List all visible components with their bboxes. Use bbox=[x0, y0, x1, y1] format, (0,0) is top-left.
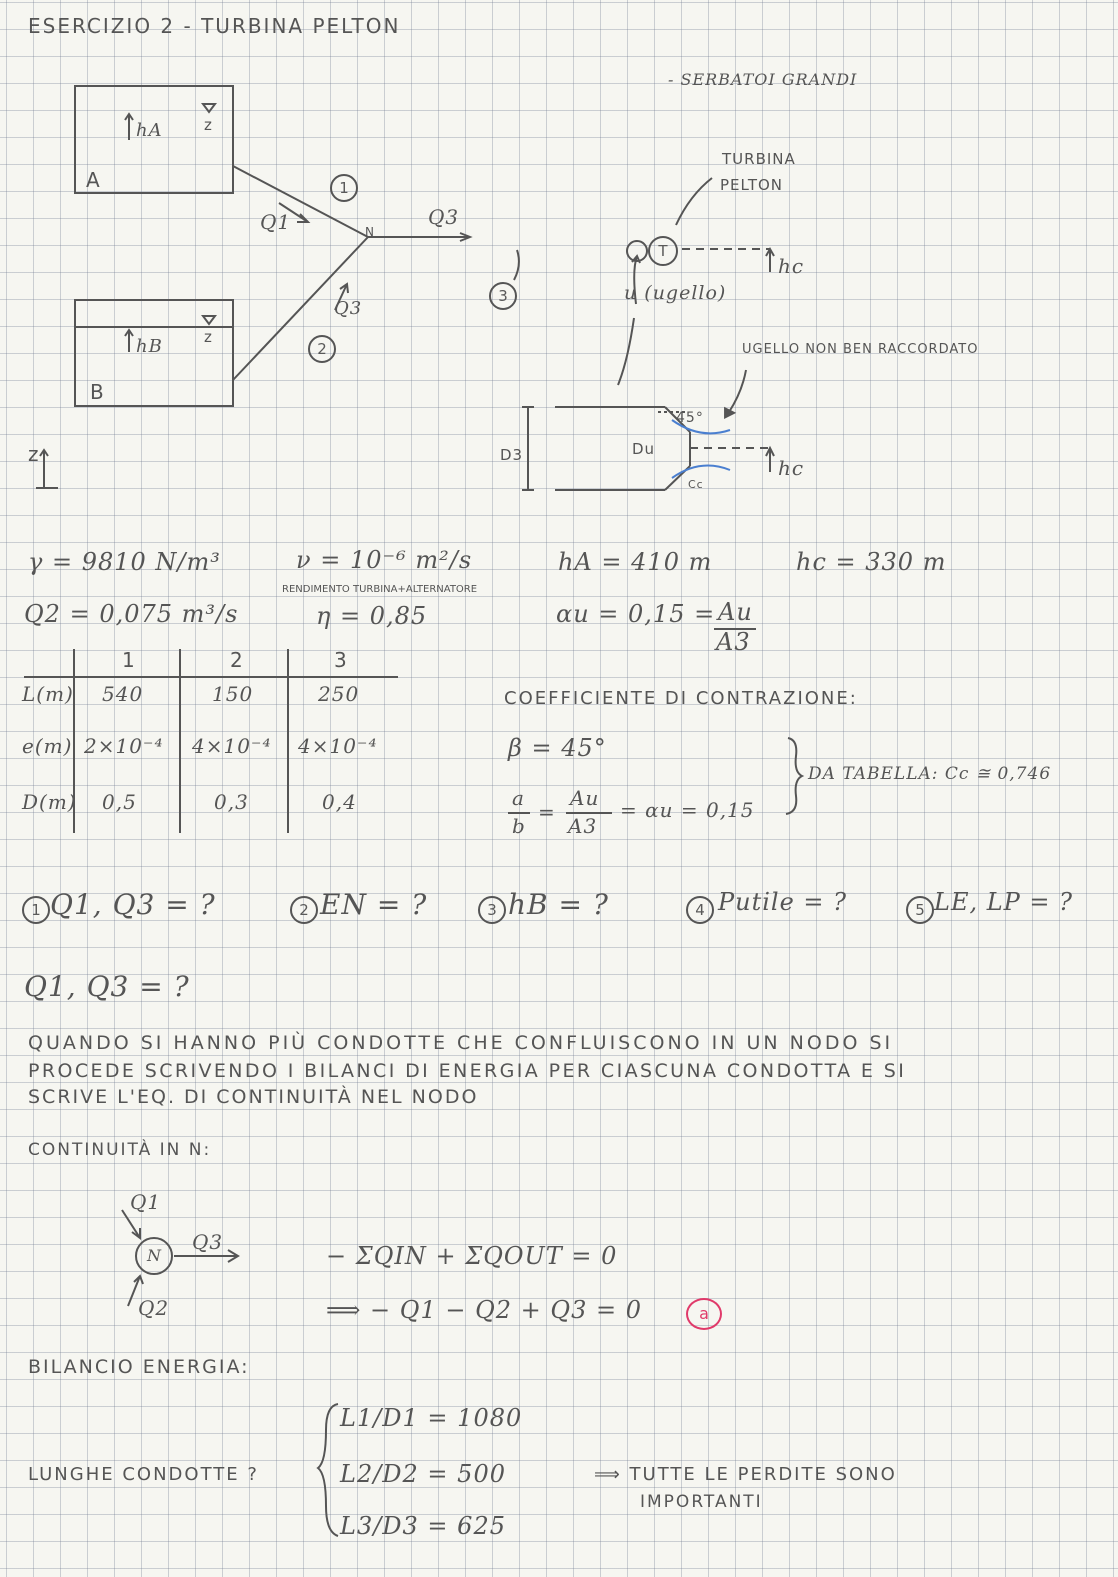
table-row-label: D(m) bbox=[22, 790, 77, 814]
table-cell: 0,4 bbox=[322, 790, 357, 814]
ratio-3: L3/D3 = 625 bbox=[340, 1512, 506, 1540]
section-title: Q1, Q3 = ? bbox=[24, 970, 190, 1003]
paragraph-line: QUANDO SI HANNO PIÙ CONDOTTE CHE CONFLUISCONO IN UN NODO SI bbox=[28, 1032, 894, 1054]
hc-value: hc = 330 m bbox=[796, 548, 947, 576]
ugello-label: u (ugello) bbox=[624, 282, 727, 304]
du-label: Du bbox=[632, 440, 656, 458]
z-label-mid: z bbox=[204, 328, 213, 346]
paragraph-line: PROCEDE SCRIVENDO I BILANCI DI ENERGIA PER CIASCUNA CONDOTTA E SI bbox=[28, 1060, 907, 1082]
continuity-eq1: − ΣQIN + ΣQOUT = 0 bbox=[326, 1242, 618, 1270]
question-text: LE, LP = ? bbox=[934, 888, 1074, 916]
marker-2: 2 bbox=[308, 335, 336, 363]
frac-a3: A3 bbox=[568, 814, 598, 838]
serbatoi-note: - SERBATOI GRANDI bbox=[668, 70, 858, 89]
z-label-top: z bbox=[204, 116, 213, 134]
q2-value: Q2 = 0,075 m³/s bbox=[24, 600, 239, 628]
cc-label: Cc bbox=[688, 478, 704, 491]
page-title: ESERCIZIO 2 - TURBINA PELTON bbox=[28, 14, 401, 38]
question-number: 2 bbox=[290, 896, 318, 924]
table-cell: 4×10⁻⁴ bbox=[298, 734, 378, 758]
contrazione-rhs: = αu = 0,15 bbox=[620, 798, 755, 822]
angle-arrow-icon: ▶ bbox=[724, 402, 738, 421]
d3-label: D3 bbox=[500, 446, 524, 464]
continuity-eq2: ⟹ − Q1 − Q2 + Q3 = 0 bbox=[326, 1296, 642, 1324]
frac-b: b bbox=[512, 814, 526, 838]
turbine-marker: T bbox=[648, 236, 678, 266]
question-text: hB = ? bbox=[508, 888, 609, 921]
node-q3: Q3 bbox=[192, 1230, 224, 1254]
frac-eq-sign: = bbox=[538, 800, 556, 824]
table-row-label: e(m) bbox=[22, 734, 73, 758]
hb-label: hB bbox=[136, 336, 163, 357]
q3-label: Q3 bbox=[428, 205, 460, 229]
question-text: EN = ? bbox=[320, 888, 428, 921]
question-text: Q1, Q3 = ? bbox=[50, 888, 216, 921]
alpha-frac-den: A3 bbox=[716, 628, 751, 656]
tabella-result: DA TABELLA: Cc ≅ 0,746 bbox=[808, 764, 1052, 784]
node-q1: Q1 bbox=[130, 1190, 162, 1214]
question-text: Putile = ? bbox=[718, 888, 848, 916]
ha-label: hA bbox=[136, 120, 163, 141]
lunghe-condotte: LUNGHE CONDOTTE ? bbox=[28, 1464, 259, 1485]
reservoir-a-label: A bbox=[86, 168, 101, 192]
node-q2: Q2 bbox=[138, 1296, 170, 1320]
table-header-1: 1 bbox=[122, 648, 136, 672]
table-header-3: 3 bbox=[334, 648, 348, 672]
table-cell: 2×10⁻⁴ bbox=[84, 734, 164, 758]
table-header-2: 2 bbox=[230, 648, 244, 672]
angle-45-label: 45° bbox=[676, 410, 704, 426]
table-cell: 150 bbox=[212, 682, 254, 706]
contrazione-title: COEFFICIENTE DI CONTRAZIONE: bbox=[504, 688, 858, 709]
z-axis-label: z bbox=[28, 442, 40, 466]
node-n: N bbox=[147, 1246, 162, 1265]
hc-label-bot: hc bbox=[778, 456, 805, 480]
marker-3: 3 bbox=[489, 282, 517, 310]
marker-1: 1 bbox=[330, 174, 358, 202]
brace-icon bbox=[782, 736, 806, 816]
q1-label: Q1 bbox=[260, 210, 292, 234]
table-row-label: L(m) bbox=[22, 682, 74, 706]
eta-value: η = 0,85 bbox=[316, 602, 428, 630]
question-number: 1 bbox=[22, 896, 50, 924]
beta-value: β = 45° bbox=[508, 734, 607, 762]
hc-label-top: hc bbox=[778, 254, 805, 278]
pelton-label: PELTON bbox=[720, 176, 784, 194]
gamma-value: γ = 9810 N/m³ bbox=[28, 548, 221, 576]
conclusion-line: IMPORTANTI bbox=[640, 1492, 763, 1512]
question-number: 4 bbox=[686, 896, 714, 924]
paragraph-line: SCRIVE L'EQ. DI CONTINUITÀ NEL NODO bbox=[28, 1086, 479, 1108]
alpha-u-value: αu = 0,15 = bbox=[556, 600, 716, 628]
conclusion-line: ⟹ TUTTE LE PERDITE SONO bbox=[594, 1464, 897, 1485]
frac-a: a bbox=[512, 786, 525, 810]
frac-au: Au bbox=[570, 786, 600, 810]
table-cell: 0,5 bbox=[102, 790, 137, 814]
nozzle-small-circle bbox=[626, 240, 648, 262]
nu-value: ν = 10⁻⁶ m²/s bbox=[296, 546, 473, 574]
table-cell: 250 bbox=[318, 682, 360, 706]
alpha-frac-num: Au bbox=[718, 598, 753, 626]
table-cell: 4×10⁻⁴ bbox=[192, 734, 272, 758]
pelton-diagram bbox=[0, 0, 1118, 540]
question-number: 3 bbox=[478, 896, 506, 924]
ugello-note: UGELLO NON BEN RACCORDATO bbox=[742, 342, 979, 357]
table-cell: 540 bbox=[102, 682, 144, 706]
q2-arrow-label: Q3 bbox=[334, 298, 363, 319]
turbina-label: TURBINA bbox=[722, 150, 796, 168]
bilancio-title: BILANCIO ENERGIA: bbox=[28, 1356, 250, 1378]
continuita-title: CONTINUITÀ IN N: bbox=[28, 1140, 212, 1160]
node-n-label: N bbox=[365, 225, 375, 239]
ratio-1: L1/D1 = 1080 bbox=[340, 1404, 523, 1432]
rendimento-label: RENDIMENTO TURBINA+ALTERNATORE bbox=[282, 584, 478, 595]
reservoir-b-label: B bbox=[90, 380, 105, 404]
equation-marker: a bbox=[686, 1298, 722, 1330]
ha-value: hA = 410 m bbox=[558, 548, 713, 576]
ratio-2: L2/D2 = 500 bbox=[340, 1460, 506, 1488]
question-number: 5 bbox=[906, 896, 934, 924]
table-cell: 0,3 bbox=[214, 790, 249, 814]
